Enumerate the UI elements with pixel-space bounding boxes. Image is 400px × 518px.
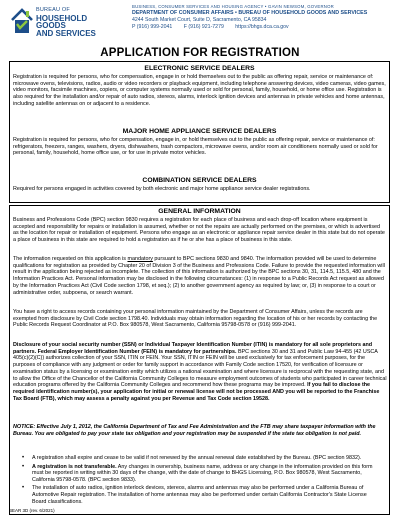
combination-body: Required for persons engaged in activities covered by both electronic and major home appliance service dealer registrations. [13, 186, 311, 192]
p2-text-b: pursuant to BPC sections 9830 and 9840. The information provided will be used to determine qualifications for registration as provided by Chapter 20 of Division 3 of the Business and Professions Code. Failure to provide the requested information will result in the application being rejected as incomplete. The collection of this information is authorized by the BPC sections 30, 31, 114.5, 115.5, 480 and the Information Practices Act. Personal information may be disclosed in the following circumstances: (1) in response to a Public Records Act request as allowed by the Information Practices Act (Civil Code section 1798, et seq.); (2) to another government agency as required by law; or, (3) in response to a court or administrative order, subpoena, or search warrant. [13, 256, 385, 296]
form-revision: BEAR 3D (rev. 6/2021) [9, 508, 55, 513]
electronic-heading: ELECTRONIC SERVICE DEALERS [144, 65, 255, 72]
bullet-text: The installation of auto radios, ignition interlock devices, stereos, alarms and antennas may also be performed under a California Bureau of Automotive Repair registration. The installation of home antennas may also be performed under certain California Contractor's State License Board classifications. [32, 485, 367, 505]
bureau-logo [10, 4, 100, 38]
p4-bold-2: If you fail to disclose the required identification number(s), your application for initial or renewal license will not be processed AND you will be reported to the Franchise Tax Board (FTB), which may assess a penalty against you per Revenue and Tax Code section 19528. [13, 382, 380, 402]
list-item [22, 455, 382, 462]
combination-heading: COMBINATION SERVICE DEALERS [142, 177, 257, 184]
department-line: DEPARTMENT OF CONSUMER AFFAIRS • BUREAU OF HOUSEHOLD GOODS AND SERVICES [132, 10, 368, 16]
phone-number: P (916) 999-2041 [132, 24, 173, 30]
general-information-section [9, 205, 390, 515]
p2-mandatory: mandatory [127, 256, 153, 262]
logo-line-2: HOUSEHOLD GOODS [36, 13, 88, 30]
fax-number: F (916) 921-7279 [183, 24, 224, 30]
general-heading: GENERAL INFORMATION [158, 208, 241, 215]
general-paragraph-1: Business and Professions Code (BPC) section 9830 requires a registration for each place of business and each drop-off location where equipment is accepted and responsibility for repairs or installation is assumed, whether or not the repairs are actually performed on the premises, or which is advertised as the location for repair or installation of equipment. Persons who engage as an electronic or appliance repair service dealer in this state but do not operate a place of business in this state are required to hold a registration as if he or she has a place of business in this state. [13, 217, 385, 244]
p4-text: BPC sections 30 and 31 and Public Law 94-455 (42 USCA 405(c)(2)(C)) authorizes collection of your SSN, ITIN or FEIN. Your SSN, ITIN or FEIN will be used exclusively for tax enforcement purposes, for the purposes of compliance with any judgment or order for family support in accordance with Family Code section 17520, for verification of licensure or examination status by a licensing or examination entity which utilizes a national examination and where licensure is reciprocal with the requesting state, and to allow the Office of the Chancellor of the California Community Colleges to measure employment outcomes of students who participated in career technical education programs offered by the California Community Colleges and recommend how these programs may be improved. [13, 348, 387, 389]
logo-line-3: AND SERVICES [36, 28, 96, 38]
bullet-text: A registration shall expire and cease to be valid if not renewed by the annual renewal date established by the Bureau. (BPC section 9832). [32, 455, 362, 461]
house-logo-icon [10, 6, 34, 36]
bullet-text: Any changes in ownership, business name, address or any change in the information provided on this form must be reported in writing within 30 days of the change, with the date of change to BHGS Licensing, P.O. Box 980578, West Sacramento, California 95798-0578. (BPC section 9833). [32, 463, 373, 483]
list-item [22, 464, 382, 484]
registration-rules-list [22, 455, 382, 507]
agency-info [132, 4, 392, 31]
p4-bold: Disclosure of your social security number (SSN) or Individual Taxpayer Identification Number (ITIN) is mandatory for all sole proprietors and partners. Federal Employer Identification Number (FEIN) is mandatory for partnerships. [13, 342, 373, 355]
p2-text-a: The information requested on this application is [13, 256, 128, 262]
page-header [10, 4, 390, 38]
list-item [22, 485, 382, 505]
agency-line: BUSINESS, CONSUMER SERVICES AND HOUSING AGENCY • GAVIN NEWSOM, GOVERNOR [132, 4, 334, 9]
general-paragraph-2 [13, 256, 387, 296]
general-paragraph-4 [13, 342, 387, 402]
logo-line-1: BUREAU OF [36, 7, 70, 13]
bullet-bold: A registration is not transferable. [32, 463, 117, 470]
logo-wordmark [36, 7, 100, 37]
address-line: 4244 South Market Court, Suite D, Sacramento, CA 95834 [132, 17, 267, 23]
notice-paragraph [13, 424, 387, 437]
general-paragraph-3: You have a right to access records containing your personal information maintained by the Department of Consumer Affairs, unless the records are exempted from disclosure by Civil Code section 1798.40. Individuals may obtain information regarding the location of his or her records by contacting the Public Records Request Coordinator at P.O. Box 980578, West Sacramento, California 95798-0578 or (916) 999-2041. [13, 309, 378, 329]
page-title: APPLICATION FOR REGISTRATION [100, 47, 300, 59]
notice-text: NOTICE: Effective July 1, 2012, the California Department of Tax and Fee Administration and the FTB may share taxpayer information with the Bureau. You are obligated to pay your state tax obligation and your registration may be suspended if the state tax obligation is not paid. [13, 424, 376, 437]
appliance-body: Registration is required for persons, who for compensation, engage in, or hold themselves out to the public as offering repair, service or maintenance of: refrigerators, freezers, ranges, washers, dryers, dishwashers, trash compactors, microwave ovens, and/or room air conditioners normally used or sold for personal, family, household, home office use, or for use in private motor vehicles. [13, 137, 378, 157]
website-link[interactable]: https://bhgs.dca.ca.gov [235, 24, 289, 30]
contact-line [132, 24, 392, 31]
dealer-types-section [9, 61, 390, 203]
electronic-body: Registration is required for persons, who for compensation, engage in or hold themselves out to the public as offering repair, service or maintenance of: microwave ovens, televisions, radios, audio or video recorders or playback equipment, including telephone answering devices, video cameras, video games, video monitors, facsimile machines, copiers, or computer systems normally used or sold for personal, family, household, or home office use. Registration is also required for the installation and/or repair of auto radios, stereos, alarms, interlock ignition devices and antennas in private vehicles and home antennas, including satellite antennas on or adjacent to a residence. [13, 74, 386, 107]
appliance-heading: MAJOR HOME APPLIANCE SERVICE DEALERS [122, 128, 277, 135]
